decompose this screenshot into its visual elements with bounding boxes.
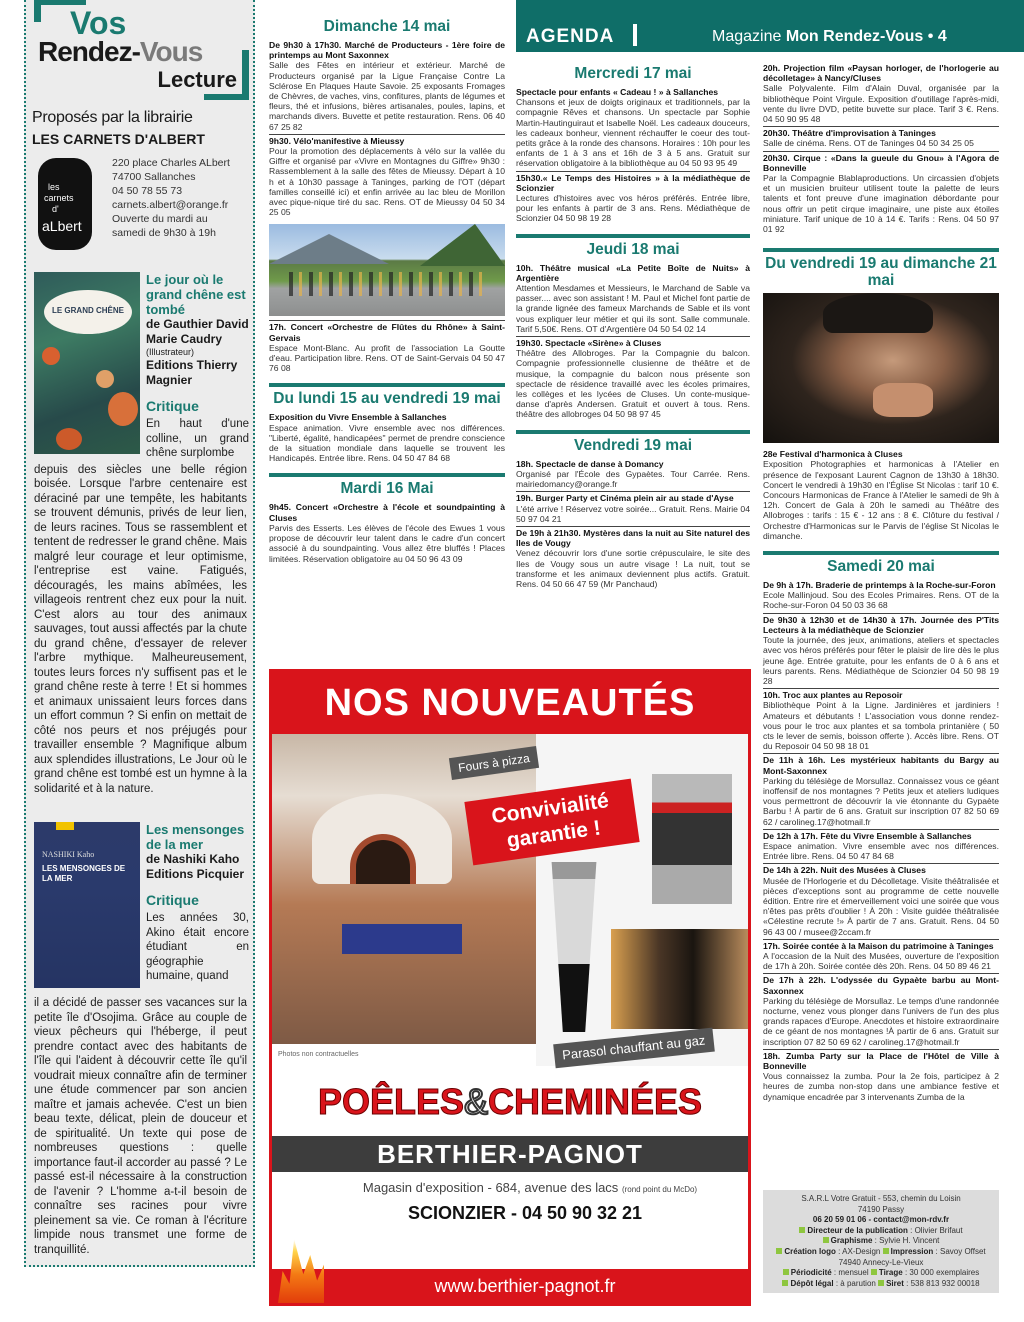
day-divider	[763, 551, 999, 555]
cover-child-2	[56, 428, 82, 450]
event-title: De 11h à 16h. Les mystérieux habitants du Bargy au Mont-Saxonnex	[763, 755, 999, 776]
bookshop-email[interactable]: carnets.albert@orange.fr	[112, 199, 229, 211]
store-address	[272, 1180, 748, 1198]
logo-corner-top-left	[34, 0, 41, 22]
magazine-name: Mon Rendez-Vous	[785, 28, 924, 45]
bullet-icon	[783, 1269, 789, 1275]
brand-ampersand: &	[464, 1081, 489, 1122]
imprint-value: Savoy Offset 74940 Annecy-Le-Vieux	[838, 1246, 986, 1267]
book-review-1	[26, 268, 253, 796]
event-item	[269, 321, 505, 375]
book-publisher: Editions Picquier	[146, 867, 245, 881]
brand-cheminees: CHEMINÉES	[488, 1081, 703, 1122]
bookshop-address: 220 place Charles ALbert	[112, 157, 230, 169]
event-title: De 9h30 à 12h30 et de 14h30 à 17h. Journée des P'Tits Lecteurs à la médiathèque de Scionzier	[763, 614, 999, 635]
book-title: Le jour où le grand chêne est tombé	[146, 272, 246, 317]
tag-pizza-ovens: Fours à pizza	[449, 746, 539, 780]
event-list	[516, 458, 750, 591]
imprint-value: à parution	[840, 1278, 876, 1288]
magazine-title	[712, 27, 947, 47]
mosaic-table	[342, 924, 462, 954]
event-item	[763, 613, 999, 688]
critique-label: Critique	[146, 398, 199, 414]
event-description: Bibliothèque Point à la Ligne. Jardinières et jardiniers ! Amateurs et débutants ! L'association vous donne rendez-vous pour le troc aux plantes et sa tombola printanière ( 50 cts le lever de semis, boisson offerte ). Accès libre. Rens. OT du Reposoir 04 50 98 18 01	[763, 700, 999, 752]
photo-cyclists	[289, 272, 489, 296]
patio-heater-night-photo	[611, 929, 748, 1029]
event-title: 10h. Théâtre musical «La Petite Boîte de Nuits» à Argentière	[516, 262, 750, 283]
event-description: Ecole Mallinjoud. Sou des Ecoles Primaires. Rens. OT de la Roche-sur-Foron 04 50 03 36 68	[763, 590, 999, 611]
event-item	[269, 134, 505, 220]
address-text: Magasin d'exposition - 684, avenue des lacs	[362, 1180, 619, 1195]
imprint-label: Tirage	[878, 1268, 903, 1278]
section-title: AGENDA	[526, 26, 615, 47]
page-header	[516, 0, 1024, 52]
sidebar-intro: Proposés par la librairie	[32, 109, 193, 126]
bullet-icon	[823, 1237, 829, 1243]
book-illustrator: Marie Caudry	[146, 332, 223, 346]
harmonica-photo	[763, 293, 999, 443]
store-phone[interactable]: SCIONZIER - 04 50 90 32 21	[407, 1203, 643, 1223]
book-header	[26, 268, 253, 461]
event-title: 17h. Concert «Orchestre de Flûtes du Rhône» à Saint-Gervais	[269, 322, 505, 343]
bullet-icon	[871, 1269, 877, 1275]
tag-patio-heater: Parasol chauffant au gaz	[553, 1028, 714, 1069]
event-item	[763, 151, 999, 237]
event-title: 20h30. Théâtre d'improvisation à Taninges	[763, 128, 936, 139]
imprint-value: AX-Design	[842, 1246, 881, 1256]
brand-logo	[272, 1080, 748, 1124]
book-cover-image	[34, 822, 140, 988]
event-description: A l'occasion de la Nuit des Musées, ouverture de l'exposition de 17h à 20h. Soirée contée dès 20h. Rens. 04 50 89 46 21	[763, 950, 999, 972]
photo-hand-harmonica	[873, 383, 933, 417]
event-item	[269, 39, 505, 134]
bookshop-city: 74700 Sallanches	[112, 171, 196, 183]
book-review-text: depuis des siècles une belle région boisée. Lorsque l'arbre centenaire est déraciné par une tempête, les habitants se trouvent démunis, privés de leur lien, de leurs racines. Tous se rassemblent et tentent de redresser le grand chêne. Mais malgré leur courage et leur optimisme, l'entreprise est vaine. Fatigués, découragés, les mains abîmées, les villageois rentrent chez eux pour la nuit. C'est alors au tour des animaux sauvages, tout aussi affectés par la chute du grand chêne, d'essayer de relever l'arbre mythique. Malheureusement, toutes leurs forces n'y suffisent pas et le grand chêne reste à terre ! Et si hommes et animaux unissaient leurs forces dans un effort commun ? Si enfin on mettait de côté nos peurs et nos préjugés pour travailler ensemble ? Magnifique album aux splendides illustrations, Le Jour où le grand chêne est tombé est un hymne à la solidarité et à la nature.	[34, 463, 247, 795]
day-title-mardi-16: Mardi 16 Mai	[340, 480, 434, 498]
event-description: Salle Polyvalente. Film d'Alain Duval, organisée par la bibliothèque Point Virgule. Exposition d'outillage l'après-midi, vente du livre DVD, petite buvette sur place. Tarif 3 €. Rens. 04 50 90 95 48	[763, 83, 999, 125]
logo-rendez-vous	[38, 38, 202, 66]
imprint-label: Directeur de la publication	[807, 1225, 908, 1235]
event-title: De 14h à 22h. Nuit des Musées à Cluses	[763, 865, 926, 876]
day-title-vendredi-19-dimanche-21: Du vendredi 19 au dimanche 21 mai	[765, 255, 997, 290]
event-item	[269, 501, 505, 565]
event-title: 20h. Projection film «Paysan horloger, de l'horlogerie au décolletage» à Nancy/Cluses	[763, 63, 999, 84]
logo-corner-bottom-right	[242, 50, 249, 100]
logo-text-les: les	[48, 182, 60, 192]
cover-band	[56, 822, 74, 830]
event-title: 28e Festival d'harmonica à Cluses	[763, 449, 903, 460]
book-title: Les mensonges de la mer	[146, 822, 245, 852]
event-title: Exposition du Vivre Ensemble à Sallanches	[269, 412, 447, 423]
logo-lecture: Lecture	[157, 67, 237, 92]
event-description: Espace Mont-Blanc. Au profit de l'association La Goutte d'eau. Participation libre. Rens. OT de Saint-Gervais 04 50 47 76 08	[269, 342, 505, 374]
book-review-2	[26, 818, 253, 1257]
event-description: Musée de l'Horlogerie et du Décolletage. Visite théâtralisée et pièces d'exceptions sont au programme de cette nouvelle édition. Entre rire et émerveillement voici une soirée que vous n'êtes pas prêts d'oublier ! À 20h : Visite guidée théâtralisée «Célestine recrute !» À partir de 7 ans. Gratuit. Rens. 04 50 96 43 00 / musee@2ccam.fr	[763, 875, 999, 937]
imprint-value: mensuel	[838, 1268, 869, 1278]
bullet-icon	[878, 1280, 884, 1286]
book-illustrator-role: (Illustrateur)	[146, 347, 195, 357]
agenda-column-3	[763, 62, 999, 1104]
event-title: 19h30. Spectacle «Sirène» à Cluses	[516, 338, 662, 349]
bookshop-logo	[38, 158, 92, 250]
day-divider	[763, 248, 999, 252]
day-title-mercredi-17: Mercredi 17 mai	[574, 65, 692, 82]
book-header	[26, 818, 253, 994]
event-description: Pour la promotion des déplacements à vélo sur la vallée du Giffre et organisé par «Vivre en Montagnes du Giffre» 9h30 : Rassemblement à la salle des fêtes de Mieussy. Départ à 10 h et à 10h30 passage à Taninges, parking de l'OT (départ familles conseillé ici) et enfin arrivée au lac bleu de Morillon avec pique-nique tiré du sac. Rens. OT de Mieussy 04 50 34 25 05	[269, 146, 505, 218]
imprint-label: Siret	[886, 1278, 904, 1288]
publisher-city: 74190 Passy	[857, 1204, 905, 1214]
event-title: 15h30.« Le Temps des Histoires » à la médiathèque de Scionzier	[516, 172, 750, 193]
book-meta	[146, 268, 249, 461]
event-item	[516, 262, 750, 336]
day-title-vendredi-19: Vendredi 19 mai	[573, 436, 693, 454]
event-description: Vous connaissez la zumba. Pour la 2e fois, participez à 2 heures de zumba non-stop dans une ambiance festive et dynamique encadrée par 3 intervenants Zumba de la	[763, 1071, 999, 1102]
cover-author: NASHIKI Kaho	[42, 850, 95, 859]
event-item	[763, 448, 999, 543]
bullet-icon	[782, 1280, 788, 1286]
imprint-value: 538 813 932 00018	[910, 1278, 980, 1288]
bookshop-hours-1: Ouverte du mardi au	[112, 213, 208, 225]
cycling-photo	[269, 224, 505, 316]
event-description: Espace animation. Vivre ensemble avec nos différences. "Liberté, égalité, handicapées" permet de prendre conscience de la situation mondiale dans laquelle se trouvent les Handicapés. Entrée libre. Rens. 04 50 47 84 68	[269, 422, 505, 464]
day-title-samedi-20: Samedi 20 mai	[827, 558, 935, 576]
book-meta	[146, 818, 249, 984]
event-description: Attention Mesdames et Messieurs, le Marchand de Sable va passer.... avec son assistant ! M. Paul et Michel font partie de la grande lignée des fameux Marchands de Sable et ils vont vous expliquer leur métier et qui ils sont. Salle communale. Tarif 5,50€. Rens. OT d'Argentière 04 50 54 02 14	[516, 283, 750, 334]
event-description: Parking du télésiège de Morsullaz. Le temps d'une randonnée nocturne, venez vous plonger dans l'univers de l'un des plus grands rapaces d'Europe. Anecdotes et histoire extraordinaire de ce géant de nos montagnes !À partir de 6 ans. Gratuit sur inscription 07 82 50 69 62 / carolineg.17@hotmail.fr	[763, 995, 999, 1047]
day-title-jeudi-18: Jeudi 18 mai	[586, 240, 680, 258]
cover-child	[96, 370, 114, 388]
event-item	[763, 863, 999, 938]
event-description: Parvis des Esserts. Les élèves de l'école des Ewues 1 vous propose de découvrir leur talent dans le cadre d'un concert associé à du soundpainting. Vous allez être bluffés ! Places limitées. Réservation obligatoire au 04 50 96 43 09	[269, 522, 505, 564]
photo-hat	[823, 293, 933, 333]
event-title: 17h. Soirée contée à la Maison du patrimoine à Taninges	[763, 940, 994, 951]
bullet-icon	[799, 1227, 805, 1233]
logo-text-d: d'	[52, 204, 59, 214]
day-divider	[516, 430, 750, 434]
photo-mountain	[420, 224, 505, 266]
event-item	[763, 1049, 999, 1104]
bullet-icon	[883, 1248, 889, 1254]
ad-headline: NOS NOUVEAUTÉS	[272, 672, 748, 734]
event-list	[516, 262, 750, 422]
event-title: De 9h à 17h. Braderie de printemps à la Roche-sur-Foron	[763, 580, 996, 591]
logo-text-carnets: carnets	[44, 193, 74, 203]
event-title: 10h. Troc aux plantes au Reposoir	[763, 690, 903, 701]
bookshop-info	[26, 156, 253, 254]
event-list	[763, 448, 999, 543]
event-list	[269, 501, 505, 565]
event-item	[516, 336, 750, 422]
photo-mountain	[269, 234, 389, 264]
event-item	[516, 526, 750, 591]
book-author: de Nashiki Kaho	[146, 852, 240, 866]
event-item	[763, 579, 999, 613]
cover-bear	[108, 392, 138, 426]
bookshop-name: LES CARNETS D'ALBERT	[32, 131, 205, 147]
imprint-label: Dépôt légal	[790, 1278, 834, 1288]
book-publisher: Editions Thierry Magnier	[146, 358, 238, 387]
event-title: 18h. Zumba Party sur la Place de l'Hôtel de Ville à Bonneville	[763, 1050, 999, 1072]
imprint-value: 30 000 exemplaires	[909, 1268, 980, 1278]
event-list	[763, 579, 999, 1104]
event-description: Chansons et jeux de doigts originaux et traditionnels, par la compagnie Rêves et chansons. Un spectacle par Sophie Martin-Hautinguiraut et Isabelle Noël. Les cadeaux douceurs, les cadeaux bonheur, viennent réchauffer le coeur des tout-petits grâce à la ronde des chansons. Horaires : 10h pour les enfants de 1 à 3 ans et 16h de 3 à 5 ans. Gratuit sur réservation obligatoire à la bibliothèque au 04 50 93 95 49	[516, 97, 750, 169]
event-list	[269, 320, 505, 375]
event-description: Organisé par l'École des Gypaètes. Tour Carrée. Rens. mairiedomancy@orange.fr	[516, 468, 750, 490]
address-note: (rond point du McDo)	[621, 1185, 698, 1194]
imprint-label: Impression	[890, 1246, 934, 1256]
bookshop-hours-2: samedi de 9h30 à 19h	[112, 227, 216, 239]
logo-rendez: Rendez-	[38, 36, 140, 67]
event-description: Lectures d'histoires avec vos héros préférés. Entrée libre, pour les enfants à partir de 3 ans. Rens. Médiathèque de Scionzier 04 50 98 19 28	[516, 193, 750, 224]
day-title-dimanche-14: Dimanche 14 mai	[323, 18, 451, 35]
event-title: 9h45. Concert «Orchestre à l'école et soundpainting à Cluses	[269, 502, 505, 523]
event-item	[763, 829, 999, 864]
critique-label: Critique	[146, 892, 199, 908]
logo-text-albert: aLbert	[42, 218, 82, 234]
company-name: BERTHIER-PAGNOT	[272, 1136, 748, 1172]
event-title: 18h. Spectacle de danse à Domancy	[516, 458, 664, 469]
event-item	[763, 688, 999, 753]
event-item	[516, 171, 750, 226]
day-title-lundi-15: Du lundi 15 au vendredi 19 mai	[273, 390, 501, 408]
day-divider	[269, 383, 505, 387]
advertisement-berthier-pagnot[interactable]	[269, 669, 751, 1306]
event-item	[516, 491, 750, 526]
reading-sidebar	[24, 0, 255, 1267]
imprint-value: Sylvie H. Vincent	[879, 1236, 940, 1246]
event-description: Salle de cinéma. Rens. OT de Taninges 04 50 34 25 05	[763, 138, 974, 149]
book-author: de Gauthier David	[146, 317, 249, 331]
event-description: Salle des Fêtes en intérieur et extérieur. Marché de Producteurs organisé par la Ligue Française Contre La Sclérose En Plaques Haute Savoie. 25 exposants Fromages de Chèvres, de vaches, vins, confitures, plants de légumes et fleurs, thé et infusions, bières artisanales, poules, lapins, et marchands divers. Buvette et petite restauration. Rens. 06 40 67 25 82	[269, 60, 505, 132]
rendez-vous-lecture-logo	[26, 0, 253, 100]
page-number: • 4	[927, 28, 947, 45]
imprint-label: Périodicité	[790, 1268, 832, 1278]
magazine-prefix: Magazine	[712, 28, 782, 45]
cover-title: LE GRAND CHÊNE	[51, 306, 124, 315]
event-item	[516, 86, 750, 171]
event-item	[516, 458, 750, 492]
event-list	[269, 39, 505, 219]
event-list	[763, 62, 999, 236]
bookshop-phone[interactable]: 04 50 78 55 73	[112, 185, 183, 197]
cover-title: LES MENSONGES DE LA MER	[42, 864, 126, 883]
event-title: 20h30. Cirque : «Dans la gueule du Gnou» à l'Agora de Bonneville	[763, 152, 999, 173]
day-divider	[269, 473, 505, 477]
event-description: Toute la journée, des jeux, animations, ateliers et spectacles avec vos héros préférés pour fêter le plaisir de lire dès le plus jeune âge. Entrée gratuite, pour les enfants de 0 à 6 ans et leurs parents. Rens. Médiathèque de Scionzier 04 50 98 19 28	[763, 635, 999, 686]
bullet-icon	[776, 1248, 782, 1254]
agenda-column-2	[516, 62, 750, 591]
tag-conviviality: Convivialité garantie !	[464, 779, 639, 866]
bookshop-contact	[112, 156, 230, 240]
event-title: De 12h à 17h. Fête du Vivre Ensemble à Sallanches	[763, 830, 972, 841]
publisher-contact[interactable]: 06 20 59 01 06 - contact@mon-rdv.fr	[812, 1215, 950, 1225]
book-review-text: il a décidé de passer ses vacances sur la petite île d'Osojima. Grâce au couple de vieux pêcheurs qui l'héberge, il peut prendre contact avec des habitants de l'île qui l'aident à découvrir cette île qu'il voudrait mieux connaître afin de terminer une étude commencer par son ancien maître et jamais achevée. C'est un bien beau texte, délicat, plein de douceur et de spiritualité. Un texte qui pose de nombreuses questions : quelle importance faut-il accorder au passé ? Le passé est-il nécessaire à la construction de l'avenir ? L'homme a-t-il besoin de connaître ses racines pour vivre pleinement sa vie. Ce roman à l'écriture limpide nous transmet une forme de tranquillité.	[34, 997, 247, 1256]
event-description: Venez découvrir lors d'une sortie crépusculaire, le site des Iles de Vougy sous un autre visage ! La nuit, tout se transforme et les animaux deviennent plus actifs. Gratuit. Rens. 04 50 66 47 59 (Mr Panchaud)	[516, 548, 750, 589]
event-description: Parking du télésiège de Morsullaz. Connaissez vous ce géant inoffensif de nos montagnes ? Petits jeux et ateliers ludiques vous permettront de découvrir la vie étonnante du Gypaète Barbu ! À partir de 6 ans. Gratuit sur inscription 07 82 50 69 62 / carolineg.17@hotmail.fr	[763, 775, 999, 827]
book-cover-image	[34, 272, 140, 454]
event-title: De 9h30 à 17h30. Marché de Producteurs - 1ère foire de printemps au Mont Saxonnex	[269, 40, 505, 61]
event-description: Théâtre des Allobroges. Par la Compagnie du balcon. Compagnie professionnelle clusienne de théâtre et de musique, la compagnie du balcon nous présente son spectacle de résidence travaillé avec les écoles primaires, les collèges et les lycées de Cluses. Un conte-musique-danse d'après Andersen. Gratuit et ouvert à tous. Rens. théâtre des allobroges 04 50 98 97 45	[516, 348, 750, 420]
event-title: 19h. Burger Party et Cinéma plein air au stade d'Ayse	[516, 493, 734, 504]
imprint-box: S.A.R.L Votre Gratuit - 553, chemin du Loisin 74190 Passy 06 20 59 01 06 - contact@mon-rdv.fr Directeur de la publication : Olivier Brifaut Graphisme : Sylvie H. Vincent Création logo : AX-Design Impression : Savoy Offset 74940 Annecy-Le-Vieux Périodicité : mensuel Tirage : 30 000 exemplaires Dépôt légal : à parution Siret : 538 813 932 00018	[763, 1190, 999, 1293]
event-title: De 17h à 22h. L'odyssée du Gypaète barbu au Mont-Saxonnex	[763, 975, 999, 996]
imprint-value: Olivier Brifaut	[914, 1225, 963, 1235]
brand-poeles: POÊLES	[317, 1081, 464, 1122]
event-list	[269, 411, 505, 465]
agenda-column-1	[269, 14, 505, 566]
pizza-oven-photo	[272, 734, 536, 1044]
ad-photo-collage	[272, 734, 748, 1066]
event-description: Exposition Photographies et harmonicas à l'Atelier en présence de l'exposant Laurent Cagnon de 13h30 à 18h30. Concert le vendredi à 19h30 en l'Église St Nicolas : tarif 10 €. Concours Harmonicas de France à l'Atelier le samedi de 9h à 12h. Concert de Gala à 20h le samedi au Théâtre des Allobroges : tarifs : 15 € - 12 ans : 8 €. Clôture du festival / Orchestre d'Harmonicas sur le Parvis de l'église St Nicolas le dimanche.	[763, 459, 999, 541]
header-divider	[633, 24, 637, 46]
day-divider	[516, 234, 750, 238]
event-item	[763, 973, 999, 1048]
event-description: L'été arrive ! Réservez votre soirée... Gratuit. Rens. Mairie 04 50 97 04 21	[516, 503, 750, 524]
event-description: Par la Compagnie Blablaproductions. Un circassien d'objets et un musicien bruiteur utilisent toute la palette de leurs talents et font preuve d'une imagination débordante pour nous offrir un petit cirque imaginaire, une piste aux étoiles miniature. Tarif unique de 10 à 14 €. Tarifs : Rens. 04 50 97 01 92	[763, 173, 999, 235]
publisher-address: S.A.R.L Votre Gratuit - 553, chemin du Loisin	[801, 1194, 961, 1203]
cover-fox	[42, 347, 60, 365]
event-item	[763, 753, 999, 828]
photo-disclaimer: Photos non contractuelles	[278, 1051, 359, 1058]
event-title: De 19h à 21h30. Mystères dans la nuit au Site naturel des Iles de Vougy	[516, 527, 750, 549]
event-description: Espace animation. Vivre ensemble avec nos différences. Entrée libre. Rens. 04 50 47 84 68	[763, 840, 999, 862]
event-item	[763, 939, 999, 974]
event-title: Spectacle pour enfants « Cadeau ! » à Sallanches	[516, 87, 719, 97]
logo-vous: Vous	[139, 36, 203, 67]
event-title: 9h30. Vélo'manifestive à Mieussy	[269, 135, 405, 146]
event-item	[763, 62, 999, 126]
website-link[interactable]: www.berthier-pagnot.fr	[272, 1269, 748, 1303]
steel-oven-photo	[652, 774, 732, 904]
review-intro: Les années 30, Akino était encore étudiant en géographie humaine, quand	[146, 912, 249, 982]
imprint-label: Graphisme	[830, 1236, 873, 1246]
imprint-label: Création logo	[784, 1246, 836, 1256]
review-intro: En haut d'une colline, un grand chêne surplombe	[146, 418, 249, 459]
logo-vos: Vos	[70, 5, 127, 41]
event-item	[269, 411, 505, 465]
event-list	[516, 86, 750, 226]
event-item	[763, 126, 999, 150]
